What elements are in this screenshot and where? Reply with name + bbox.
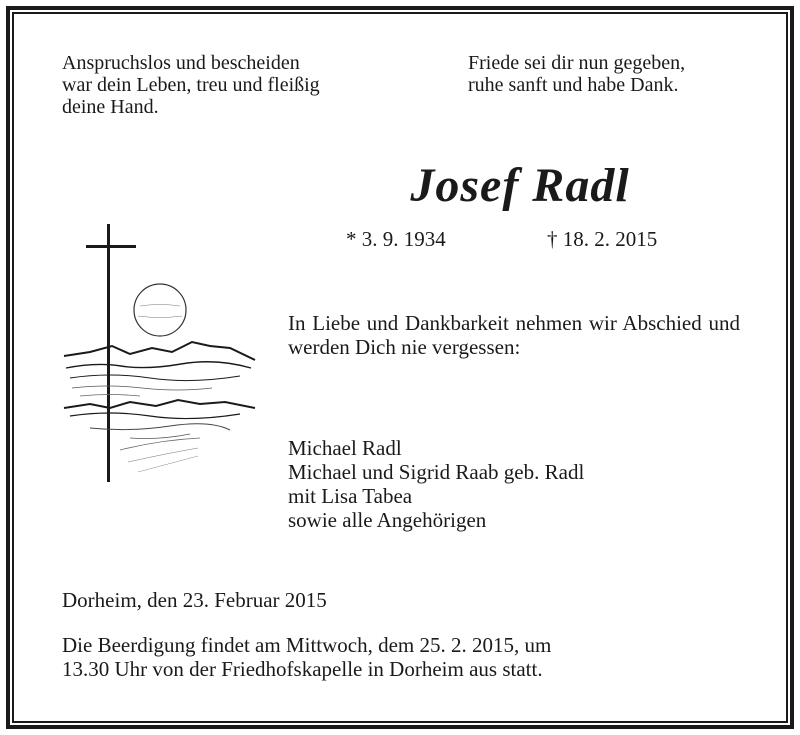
mountains-icon bbox=[64, 342, 255, 472]
place-date: Dorheim, den 23. Februar 2015 bbox=[62, 588, 327, 612]
farewell-text: In Liebe und Dankbarkeit nehmen wir Abschied und werden Dich nie vergessen: bbox=[288, 311, 740, 359]
death-date: † 18. 2. 2015 bbox=[547, 227, 658, 251]
funeral-notice: Die Beerdigung findet am Mittwoch, dem 25. 2. 2015, um 13.30 Uhr von der Friedhofskapelle in Dorheim aus statt. bbox=[62, 633, 552, 681]
sun-icon bbox=[134, 284, 186, 336]
verse-right: Friede sei dir nun gegeben, ruhe sanft und habe Dank. bbox=[468, 52, 686, 96]
mourners-list: Michael Radl Michael und Sigrid Raab geb. Radl mit Lisa Tabea sowie alle Angehörigen bbox=[288, 436, 585, 532]
verse-left: Anspruchslos und bescheiden war dein Leben, treu und fleißig deine Hand. bbox=[62, 52, 320, 118]
birth-date: * 3. 9. 1934 bbox=[346, 227, 446, 251]
deceased-name: Josef Radl bbox=[410, 159, 630, 212]
cross-landscape-illustration bbox=[60, 218, 265, 483]
